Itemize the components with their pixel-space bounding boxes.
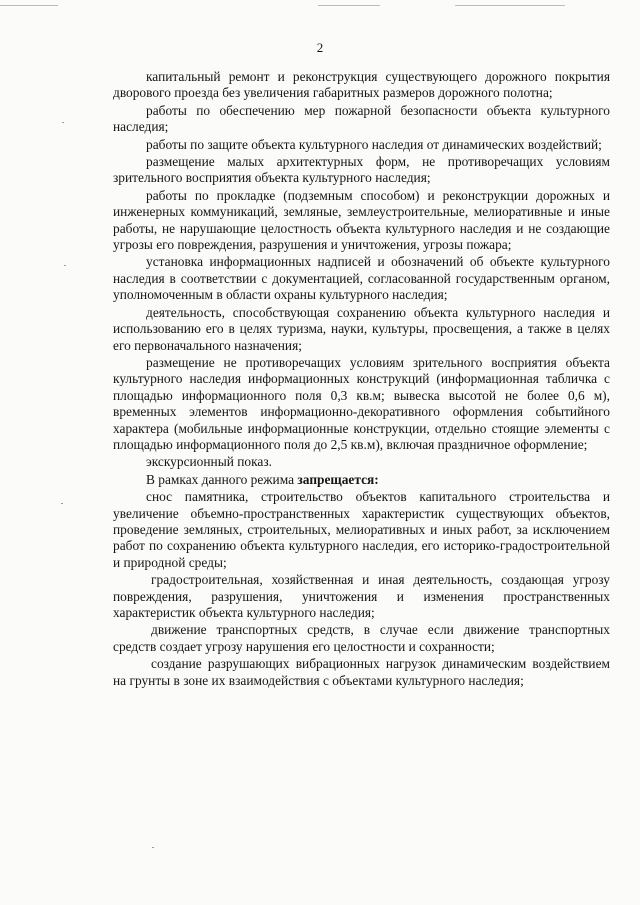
permitted-item: работы по обеспечению мер пожарной безопасности объекта культурного наследия; [113,102,610,135]
permitted-item: работы по защите объекта культурного наследия от динамических воздействий; [146,136,602,152]
page-number: 2 [316,40,324,55]
scan-speck [152,847,154,848]
scan-edge-mark [318,5,380,6]
permitted-item: деятельность, способствующая сохранению объекта культурного наследия и использованию его в целях туризма, науки, культуры, просвещения, а также в целях его первоначального назначения; [113,304,610,353]
scan-speck [61,503,63,504]
permitted-item: экскурсионный показ. [146,454,272,470]
scan-edge-mark [0,5,58,6]
permitted-item: размещение не противоречащих условиям зрительного восприятия объекта культурного наследия информационных конструкций (информационная табличка с площадью информационного поля 0,3 кв.м; вывеска высотой не более 0,6 м), временных элементов информационно-декоративного оформления событийного характера (мобильные информационные конструкции, отдельно стоящие элементы с площадью информационного поля до 2,5 кв.м), включая праздничное оформление; [113,354,610,452]
scan-speck [64,265,66,266]
prohibited-item: градостроительная, хозяйственная и иная деятельность, создающая угрозу повреждения, разрушения, уничтожения и изменения пространственных характеристик объекта культурного наследия; [113,572,610,620]
permitted-item: размещение малых архитектурных форм, не противоречащих условиям зрительного восприятия объекта культурного наследия; [113,154,610,186]
scan-edge-mark [455,5,565,6]
prohibited-item: движение транспортных средств, в случае если движение транспортных средств создает угрозу нарушения его целостности и сохранности; [113,622,610,654]
permitted-item: капитальный ремонт и реконструкция существующего дорожного покрытия дворового проезда без увеличения габаритных размеров дорожного полотна; [113,69,610,101]
regime-heading [113,472,610,488]
permitted-item: установка информационных надписей и обозначений об объекте культурного наследия в соответствии с документацией, согласованной государственным органом, уполномоченным в области охраны культурного наследия; [113,254,610,303]
prohibited-item: создание разрушающих вибрационных нагрузок динамическим воздействием на грунты в зоне их взаимодействия с объектами культурного наследия; [113,656,610,688]
document-body [113,69,610,690]
regime-prohibited-label: запрещается: [297,471,379,487]
permitted-item: работы по прокладке (подземным способом) и реконструкции дорожных и инженерных коммуникаций, земляные, землеустроительные, мелиоративные и иные работы, не нарушающие целостность объекта культурного наследия и не создающие угрозы его повреждения, разрушения и уничтожения, угрозы пожара; [113,187,610,253]
prohibited-item: снос памятника, строительство объектов капитального строительства и увеличение объемно-пространственных характеристик существующих объектов, проведение земляных, строительных, мелиоративных и иных работ, за исключением работ по сохранению объекта культурного наследия, его историко-градостроительной и природной среды; [113,489,610,570]
regime-intro: В рамках данного режима [146,471,295,487]
scan-speck [62,122,64,123]
